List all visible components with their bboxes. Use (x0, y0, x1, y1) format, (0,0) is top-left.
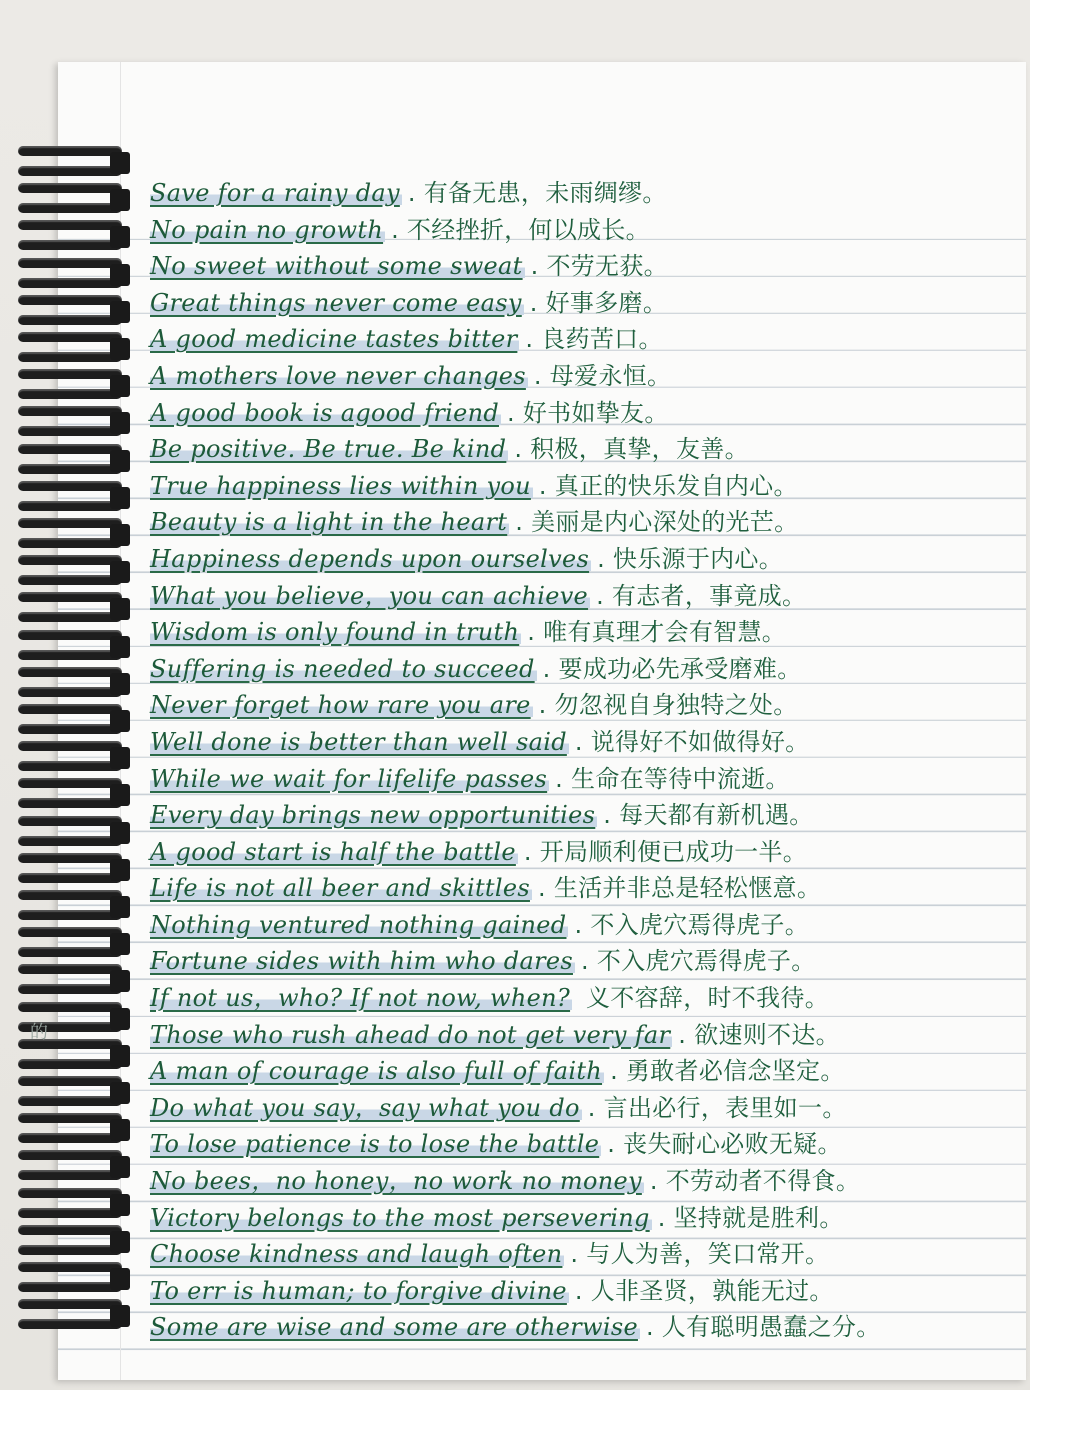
english-phrase: No bees，no honey，no work no money (150, 1167, 642, 1196)
sentence-row (150, 1017, 1030, 1054)
chinese-translation: . 唯有真理才会有智慧。 (527, 618, 787, 647)
chinese-translation: . 快乐源于内心。 (597, 544, 784, 573)
sentence-row (150, 687, 1030, 724)
spiral-binding (0, 0, 140, 1440)
coil-wire (18, 555, 122, 565)
chinese-translation: . 说得好不如做得好。 (574, 727, 810, 756)
english-phrase: A mothers love never changes (150, 361, 526, 390)
punch-hole (110, 896, 130, 918)
english-phrase: Fortune sides with him who dares (150, 947, 573, 976)
coil-wire (18, 406, 122, 416)
coil-wire (18, 798, 122, 808)
punch-hole (110, 1268, 130, 1290)
coil-wire (18, 704, 122, 714)
coil-wire (18, 741, 122, 751)
sentence-row (150, 578, 1030, 615)
english-phrase: Do what you say，say what you do (150, 1093, 580, 1122)
coil-wire (18, 146, 122, 156)
sentence-row (150, 761, 1030, 798)
english-phrase: Nothing ventured nothing gained (150, 910, 567, 939)
sentence-row (150, 614, 1030, 651)
sentence-row (150, 1126, 1030, 1163)
coil-wire (18, 1076, 122, 1086)
coil-wire (18, 853, 122, 863)
english-phrase: A good start is half the battle (150, 837, 516, 866)
chinese-translation: . 母爱永恒。 (533, 361, 672, 390)
coil-wire (18, 1262, 122, 1272)
english-phrase: Great things never come easy (150, 288, 522, 317)
punch-hole (110, 1156, 130, 1178)
coil-wire (18, 538, 122, 548)
english-phrase: What you believe，you can achieve (150, 581, 589, 610)
english-phrase: Suffering is needed to succeed (150, 654, 535, 683)
punch-hole (110, 301, 130, 323)
punch-hole (110, 1231, 130, 1253)
chinese-translation: . 勇敢者必信念坚定。 (610, 1057, 845, 1086)
chinese-translation: . 与人为善，笑口常开。 (570, 1240, 830, 1269)
english-phrase: To err is human; to forgive divine (150, 1276, 567, 1305)
chinese-translation: . 人非圣贤，孰能无过。 (574, 1276, 834, 1305)
coil-wire (18, 592, 122, 602)
punch-hole (110, 1119, 130, 1141)
chinese-translation: . 美丽是内心深处的光芒。 (515, 508, 799, 537)
punch-hole (110, 636, 130, 658)
sentence-row (150, 468, 1030, 505)
coil-wire (18, 650, 122, 660)
coil-wire (18, 352, 122, 362)
coil-wire (18, 369, 122, 379)
punch-hole (110, 1008, 130, 1030)
sentence-row (150, 907, 1030, 944)
coil-wire (18, 1150, 122, 1160)
sentence-row (150, 980, 1030, 1017)
sentence-row (150, 175, 1030, 212)
coil-wire (18, 295, 122, 305)
sentence-row (150, 943, 1030, 980)
sentence-row (150, 1090, 1030, 1127)
english-phrase: No sweet without some sweat (150, 252, 523, 281)
punch-hole (110, 933, 130, 955)
coil-wire (18, 518, 122, 528)
chinese-translation: . 人有聪明愚蠢之分。 (645, 1313, 881, 1342)
sentence-row (150, 870, 1030, 907)
sentence-row (150, 321, 1030, 358)
sentence-row (150, 724, 1030, 761)
chinese-translation: . 言出必行，表里如一。 (587, 1093, 847, 1122)
sentence-row (150, 1309, 1030, 1346)
sentence-list (150, 175, 1030, 1346)
sentence-row (150, 358, 1030, 395)
punch-hole (110, 226, 130, 248)
english-phrase: Life is not all beer and skittles (150, 874, 530, 903)
sentence-row (150, 1163, 1030, 1200)
coil-wire (18, 1208, 122, 1218)
chinese-translation: . 不劳动者不得食。 (649, 1167, 861, 1196)
punch-hole (110, 1305, 130, 1327)
chinese-translation: . 不劳无获。 (530, 252, 668, 281)
english-phrase: Never forget how rare you are (150, 691, 531, 720)
coil-wire (18, 1225, 122, 1235)
chinese-translation: . 不入虎穴焉得虎子。 (580, 947, 816, 976)
sentence-row (150, 285, 1030, 322)
coil-wire (18, 278, 122, 288)
english-phrase: If not us，who? If not now, when? (150, 984, 571, 1013)
chinese-translation: . 有志者，事竟成。 (596, 581, 807, 610)
english-phrase: Well done is better than well said (150, 727, 567, 756)
coil-wire (18, 927, 122, 937)
coil-wire (18, 667, 122, 677)
punch-hole (110, 598, 130, 620)
coil-wire (18, 778, 122, 788)
coil-wire (18, 501, 122, 511)
chinese-translation: . 欲速则不达。 (678, 1020, 840, 1049)
punch-hole (110, 189, 130, 211)
coil-wire (18, 575, 122, 585)
sentence-row (150, 1273, 1030, 1310)
coil-wire (18, 1113, 122, 1123)
punch-hole (110, 524, 130, 546)
chinese-translation: . 生命在等待中流逝。 (555, 764, 790, 793)
english-phrase: Choose kindness and laugh often (150, 1240, 563, 1269)
coil-wire (18, 315, 122, 325)
sentence-row (150, 212, 1030, 249)
coil-wire (18, 964, 122, 974)
coil-wire (18, 1059, 122, 1069)
punch-hole (110, 970, 130, 992)
coil-wire (18, 1133, 122, 1143)
english-phrase: Beauty is a light in the heart (150, 508, 508, 537)
coil-wire (18, 724, 122, 734)
chinese-translation: . 每天都有新机遇。 (603, 801, 814, 830)
punch-hole (110, 1045, 130, 1067)
sentence-row (150, 651, 1030, 688)
english-phrase: A man of courage is also full of faith (150, 1057, 603, 1086)
english-phrase: Some are wise and some are otherwise (150, 1313, 638, 1342)
coil-wire (18, 332, 122, 342)
punch-hole (110, 710, 130, 732)
coil-wire (18, 258, 122, 268)
coil-wire (18, 873, 122, 883)
chinese-translation: . 真正的快乐发自内心。 (538, 471, 798, 500)
coil-wire (18, 203, 122, 213)
sentence-row (150, 541, 1030, 578)
chinese-translation: . 不经挫折，何以成长。 (391, 215, 650, 244)
english-phrase: Happiness depends upon ourselves (150, 544, 590, 573)
coil-wire (18, 761, 122, 771)
coil-wire (18, 1170, 122, 1180)
sentence-row (150, 797, 1030, 834)
sentence-row (150, 1053, 1030, 1090)
coil-wire (18, 1002, 122, 1012)
sentence-row (150, 504, 1030, 541)
coil-wire (18, 984, 122, 994)
punch-hole (110, 747, 130, 769)
english-phrase: Every day brings new opportunities (150, 801, 596, 830)
coil-wire (18, 220, 122, 230)
coil-wire (18, 464, 122, 474)
punch-hole (110, 152, 130, 174)
chinese-translation: . 良药苦口。 (525, 325, 663, 354)
sentence-row (150, 1236, 1030, 1273)
english-phrase: Wisdom is only found in truth (150, 618, 520, 647)
chinese-translation: . 坚持就是胜利。 (657, 1203, 844, 1232)
chinese-translation: . 要成功必先承受磨难。 (542, 654, 802, 683)
sentence-row (150, 248, 1030, 285)
coil-wire (18, 687, 122, 697)
coil-wire (18, 444, 122, 454)
punch-hole (110, 673, 130, 695)
chinese-translation: 义不容辞，时不我待。 (578, 984, 829, 1013)
coil-wire (18, 890, 122, 900)
coil-wire (18, 1188, 122, 1198)
punch-hole (110, 822, 130, 844)
sentence-row (150, 395, 1030, 432)
chinese-translation: . 好书如挚友。 (507, 398, 669, 427)
coil-wire (18, 630, 122, 640)
punch-hole (110, 450, 130, 472)
coil-wire (18, 426, 122, 436)
chinese-translation: . 开局顺利便已成功一半。 (523, 837, 808, 866)
chinese-translation: . 积极，真挚，友善。 (514, 435, 749, 464)
english-phrase: To lose patience is to lose the battle (150, 1130, 600, 1159)
english-phrase: A good medicine tastes bitter (150, 325, 518, 354)
chinese-translation: . 好事多磨。 (529, 288, 668, 317)
coil-wire (18, 1096, 122, 1106)
chinese-translation: . 有备无患，未雨绸缪。 (407, 179, 667, 207)
english-phrase: Be positive. Be true. Be kind (150, 435, 507, 464)
punch-hole (110, 1194, 130, 1216)
punch-hole (110, 412, 130, 434)
english-phrase: A good book is agood friend (150, 398, 499, 427)
chinese-translation: . 勿忽视自身独特之处。 (538, 691, 798, 720)
sentence-row (150, 1200, 1030, 1237)
punch-hole (110, 338, 130, 360)
punch-hole (110, 561, 130, 583)
english-phrase: No pain no growth (150, 215, 384, 244)
sentence-row (150, 834, 1030, 871)
coil-wire (18, 836, 122, 846)
chinese-translation: . 生活并非总是轻松惬意。 (537, 874, 822, 903)
coil-wire (18, 1299, 122, 1309)
english-phrase: Those who rush ahead do not get very far (150, 1020, 671, 1049)
english-phrase: While we wait for lifelife passes (150, 764, 548, 793)
coil-wire (18, 481, 122, 491)
coil-wire (18, 1245, 122, 1255)
coil-wire (18, 947, 122, 957)
stray-mark: 的 (30, 1022, 48, 1043)
chinese-translation: . 丧失耐心必败无疑。 (607, 1130, 842, 1159)
punch-hole (110, 487, 130, 509)
english-phrase: Victory belongs to the most persevering (150, 1203, 650, 1232)
coil-wire (18, 612, 122, 622)
english-phrase: Save for a rainy day (150, 179, 400, 207)
punch-hole (110, 375, 130, 397)
binding-ring (10, 1293, 130, 1339)
coil-wire (18, 240, 122, 250)
punch-hole (110, 784, 130, 806)
punch-hole (110, 1082, 130, 1104)
coil-wire (18, 1282, 122, 1292)
coil-wire (18, 183, 122, 193)
coil-wire (18, 389, 122, 399)
english-phrase: True happiness lies within you (150, 471, 531, 500)
coil-wire (18, 1319, 122, 1329)
coil-wire (18, 910, 122, 920)
punch-hole (110, 859, 130, 881)
chinese-translation: . 不入虎穴焉得虎子。 (574, 910, 810, 939)
punch-hole (110, 264, 130, 286)
coil-wire (18, 166, 122, 176)
sentence-row (150, 431, 1030, 468)
coil-wire (18, 816, 122, 826)
